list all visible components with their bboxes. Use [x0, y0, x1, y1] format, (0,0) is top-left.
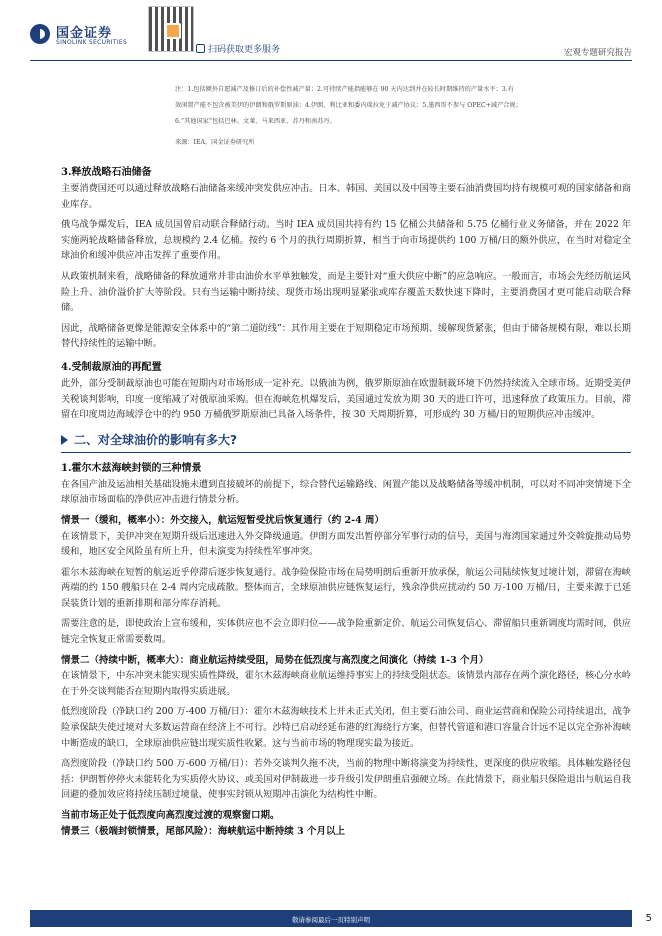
page-header: [0, 0, 662, 62]
paragraph: 低烈度阶段（净缺口约 200 万-400 万桶/日）：霍尔木兹海峡技术上并未正式关闭，但主要石油公司、商业运营商和保险公司持续退出，战争险承保缺失使过境对大多数运营商在经济上不可行。沙特已启动经延布港的红海绕行方案，但替代管道和港口容量合计远不足以完全弥补海峡中断造成的缺口，全球原油供应链出现实质性收紧。这与当前市场的物理现实最为接近。: [61, 706, 631, 749]
paragraph: 在各国产油及运油相关基础设施未遭到直接破坏的前提下，综合替代运输路线、闲置产能以及战略储备等缓冲机制，可以对不同冲突情境下全球原油市场面临的净供应冲击进行情景分析。: [61, 478, 631, 506]
brand-name-en: SINOLINK SECURITIES: [56, 39, 128, 46]
paragraph: 高烈度阶段（净缺口约 500 万-600 万桶/日）：若外交谈判久拖不决，当前的物理中断将演变为持续性、更深度的供应收缩。具体触发路径包括：伊朗暂停停火未能转化为实质停火协议、或美国对伊制裁进一步升级引发伊朗重启强硬立场。在此情景下，商业船只保险退出与航运自我回避的叠加效应将持续压制过境量，使事实封锁从短期冲击演化为结构性中断。: [61, 758, 631, 801]
footnote-line: 6.“其他国家”包括巴林、文莱、马来西亚、苏丹和南苏丹。: [175, 118, 336, 125]
scenario-heading: 情景三（极端封锁情景，尾部风险）：海峡航运中断持续 3 个月以上: [61, 825, 345, 837]
section-heading: 4.受制裁原油的再配置: [61, 361, 162, 373]
qr-code-icon[interactable]: [148, 6, 194, 52]
sinolink-logo-icon: [30, 24, 50, 44]
paragraph: 需要注意的是，即使政治上宣布缓和，实体供应也不会立即归位——战争险重新定价、航运公司恢复信心、滞留船只重新调度均需时间，供应链完全恢复正常需要数周。: [61, 618, 631, 646]
chapter-heading-text: 二、对全球油价的影响有多大?: [74, 432, 237, 447]
brand-name-cn: 国金证券: [56, 26, 113, 41]
scan-icon: [196, 44, 205, 53]
paragraph: 霍尔木兹海峡在短暂的航运近乎停滞后逐步恢复通行。战争险保险市场在局势明朗后重新开放承保，航运公司陆续恢复过境计划，滞留在海峡两端的约 150 艘船只在 2-4 周内完成疏散。整体而言，全球原油供应链恢复运行，残余净供应扰动约 50 万-100 万桶/日，主要来源于已延误装货计划的重新排期和部分库存消耗。: [61, 566, 631, 609]
paragraph: 俄乌战争爆发后，IEA 成员国曾启动联合释储行动。当时 IEA 成员国共持有约 15 亿桶公共储备和 5.75 亿桶行业义务储备，并在 2022 年实施两轮战略储备释放，总规模约 2.4 亿桶。按约 6 个月的执行周期折算，相当于向市场提供约 100 万桶/日的额外供应，在当时对稳定全球油价和缓冲供应冲击发挥了重要作用。: [61, 219, 631, 262]
report-type: 宏观专题研究报告: [563, 48, 632, 58]
table-footnote: [175, 82, 630, 130]
paragraph: 主要消费国还可以通过释放战略石油储备来缓冲突发供应冲击。日本、韩国、美国以及中国等主要石油消费国均持有规模可观的国家储备和商业库存。: [61, 183, 631, 210]
page-number: 5: [645, 913, 652, 924]
footnote-line: 效闲置产能不包含被美伊的伊朗和俄罗斯原油；4.伊朗、利比亚和委内瑞拉免于减产协议；5.墨西哥不参与 OPEC+减产合规；: [175, 102, 522, 109]
scenario-heading: 情景一（缓和，概率小）：外交接入，航运短暂受扰后恢复通行（约 2-4 周）: [61, 514, 385, 526]
scan-prompt: 扫码获取更多服务: [208, 45, 281, 55]
key-conclusion: 当前市场正处于低烈度向高烈度过渡的观察窗口期。: [61, 810, 280, 821]
footnote-line: 注：1.包括额外自愿减产及修订后的补偿性减产量；2.可持续产能指能够在 90 天内达到并在较长时期维持的产量水平；3.有: [175, 86, 514, 93]
chapter-heading: [61, 431, 631, 453]
paragraph: 在该情景下，中东冲突未能实现实质性降级，霍尔木兹海峡商业航运维持事实上的持续受阻状态。该情景内部存在两个演化路径，核心分水岭在于外交谈判能否在短期内取得实质进展。: [61, 670, 631, 697]
paragraph: 此外，部分受制裁原油也可能在短期内对市场形成一定补充。以俄油为例，俄罗斯原油在欧盟制裁环境下仍然持续流入全球市场。近期受美伊关税谈判影响，印度一度缩减了对俄原油采购。但在海峡危机爆发后，美国通过发放为期 30 天的进口许可，迅速释放了政策压力。目前，滞留在印度周边海域浮仓中的约 950 万桶俄罗斯原油已具备入场条件，按 30 天周期折算，可形成约 30 万桶/日的短期供应冲击缓冲。: [61, 377, 631, 421]
main-content: [61, 165, 631, 839]
footer-disclaimer: 敬请参阅最后一页特别声明: [292, 916, 370, 924]
paragraph: 从政策机制来看，战略储备的释放通常并非由油价水平单独触发，而是主要针对“重大供应中断”的应急响应。一般而言，市场会先经历航运风险上升、油价溢价扩大等阶段。只有当运输中断持续、现货市场出现明显紧张或库存覆盖天数快速下降时，主要消费国才更可能启动联合释储。: [61, 270, 631, 314]
header-divider: [30, 60, 632, 61]
section-heading: 1.霍尔木兹海峡封锁的三种情景: [61, 462, 202, 474]
triangle-bullet-icon: [61, 435, 68, 445]
scenario-heading: 情景二（持续中断，概率大）：商业航运持续受阻，局势在低烈度与高烈度之间演化（持续 1-3 个月）: [61, 654, 489, 666]
paragraph: 在该情景下，美伊冲突在短期升级后迅速进入外交降级通道。伊朗方面发出暂停部分军事行动的信号，美国与海湾国家通过外交斡旋推动局势缓和，地区安全风险虽有所上升，但未演变为持续性军事冲突。: [61, 530, 631, 558]
section-heading: 3.释放战略石油储备: [61, 167, 152, 178]
paragraph: 因此，战略储备更像是能源安全体系中的“第二道防线”：其作用主要在于短期稳定市场预期、缓解现货紧张，但由于储备规模有限，难以长期替代持续性的运输中断。: [61, 322, 631, 350]
source-line: 来源：IEA，国金证券研究所: [175, 139, 255, 146]
